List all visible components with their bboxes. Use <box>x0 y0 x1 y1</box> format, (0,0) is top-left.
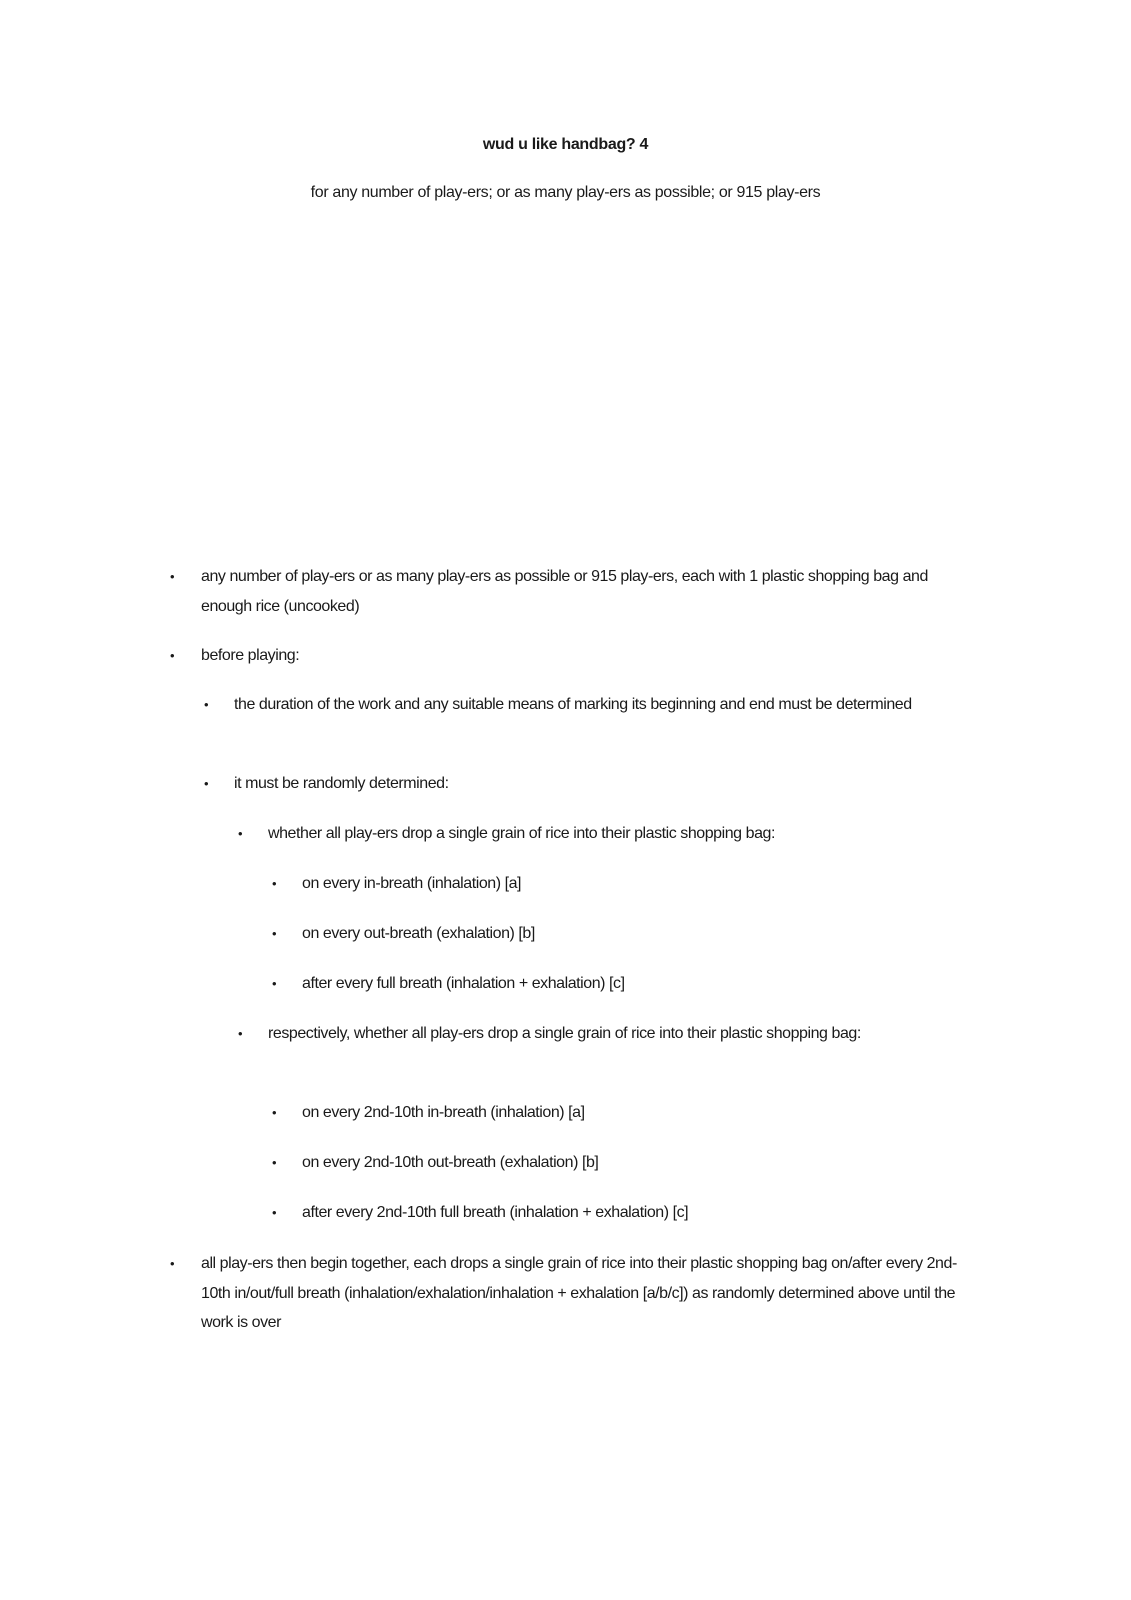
bullet-icon: • <box>238 826 243 841</box>
bullet-icon: • <box>272 1155 277 1170</box>
bullet-icon: • <box>272 1205 277 1220</box>
list-item-text: whether all play-ers drop a single grain of rice into their plastic shopping bag: <box>268 825 775 842</box>
list-item <box>204 769 974 799</box>
bullet-icon: • <box>170 1256 175 1271</box>
bullet-icon: • <box>272 926 277 941</box>
bullet-icon: • <box>272 1105 277 1120</box>
bullet-icon: • <box>272 976 277 991</box>
list-item-text: it must be randomly determined: <box>234 775 449 792</box>
list-item-text: on every in-breath (inhalation) [a] <box>302 875 522 892</box>
list-item-text: before playing: <box>201 647 300 664</box>
list-item-text: the duration of the work and any suitable means of marking its beginning and end must be determined <box>234 696 912 713</box>
list-item <box>272 1198 942 1228</box>
bullet-icon: • <box>170 648 175 663</box>
bullet-icon: • <box>204 697 209 712</box>
bullet-icon: • <box>272 876 277 891</box>
list-item <box>170 1249 971 1338</box>
list-item <box>272 919 942 949</box>
list-item <box>272 1148 942 1178</box>
list-item-text: all play-ers then begin together, each drops a single grain of rice into their plastic shopping bag on/after every 2nd-10th in/out/full breath (inhalation/exhalation/inhalation + exhalation [a/b/c]) as randomly determined above until the work is over <box>201 1255 957 1331</box>
bullet-icon: • <box>238 1026 243 1041</box>
list-item <box>238 819 928 849</box>
list-item-text: after every full breath (inhalation + exhalation) [c] <box>302 975 625 992</box>
list-item <box>272 969 942 999</box>
list-item <box>204 690 974 720</box>
list-item-text: on every out-breath (exhalation) [b] <box>302 925 535 942</box>
document-subtitle: for any number of play-ers; or as many play-ers as possible; or 915 play-ers <box>310 184 821 201</box>
list-item <box>170 641 971 671</box>
bullet-icon: • <box>170 569 175 584</box>
list-item <box>238 1019 928 1049</box>
list-item-text: any number of play-ers or as many play-ers as possible or 915 play-ers, each with 1 plastic shopping bag and enough rice (uncooked) <box>201 568 928 615</box>
list-item <box>272 1098 942 1128</box>
list-item-text: after every 2nd-10th full breath (inhalation + exhalation) [c] <box>302 1204 689 1221</box>
list-item <box>170 562 971 621</box>
list-item-text: on every 2nd-10th out-breath (exhalation) [b] <box>302 1154 599 1171</box>
document-title: wud u like handbag? 4 <box>482 136 649 153</box>
bullet-icon: • <box>204 776 209 791</box>
list-item-text: on every 2nd-10th in-breath (inhalation) [a] <box>302 1104 585 1121</box>
list-item <box>272 869 942 899</box>
list-item-text: respectively, whether all play-ers drop a single grain of rice into their plastic shopping bag: <box>268 1025 861 1042</box>
